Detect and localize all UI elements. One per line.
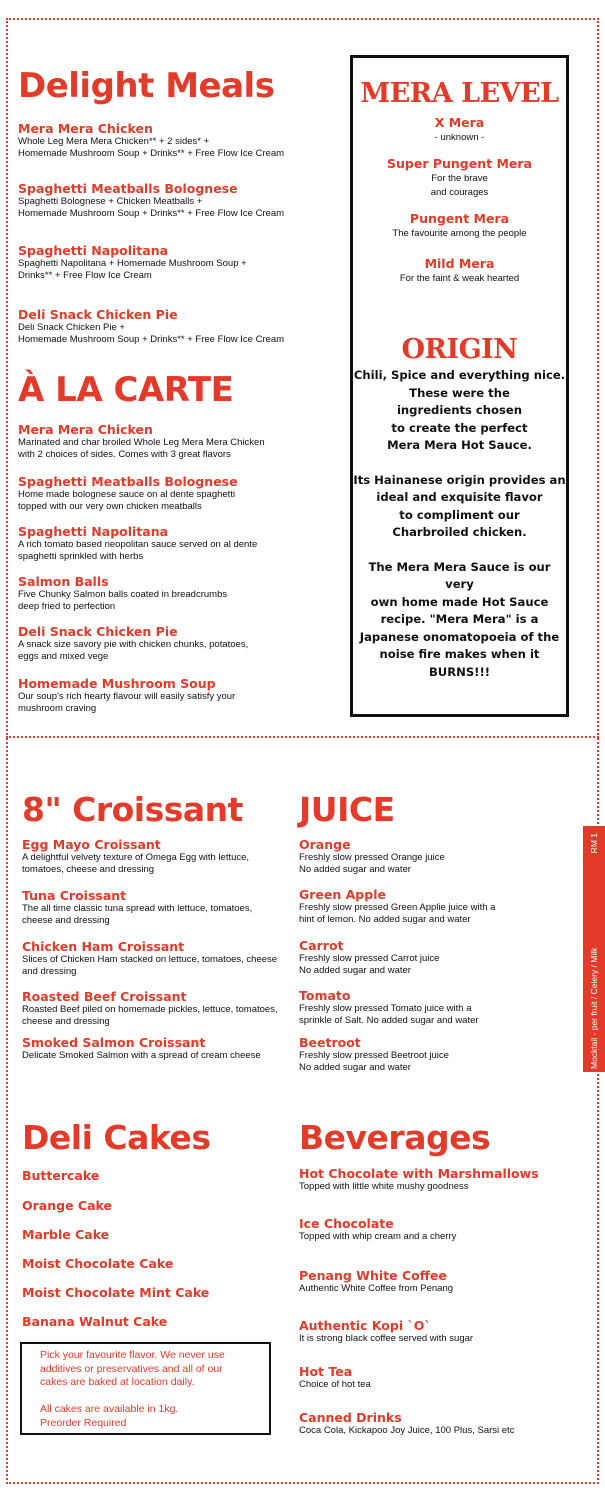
item-name: Spaghetti Meatballs Bolognese: [18, 181, 238, 196]
menu-item: [22, 888, 252, 927]
item-name: Chicken Ham Croissant: [22, 939, 185, 954]
item-desc: Deli Snack Chicken Pie + Homemade Mushroom Soup + Drinks** + Free Flow Ice Cream: [18, 322, 285, 345]
item-name: Authentic Kopi `O`: [299, 1318, 431, 1333]
item-name: Spaghetti Meatballs Bolognese: [18, 474, 238, 489]
item-name: Mera Mera Chicken: [18, 121, 153, 136]
menu-item: [22, 837, 249, 876]
item-name: Spaghetti Napolitana: [18, 243, 169, 258]
mocktail-side-tab: [583, 826, 605, 1072]
item-desc: Freshly slow pressed Tomato juice with a sprinkle of Salt. No added sugar and water: [299, 1003, 479, 1026]
item-name: Salmon Balls: [18, 574, 109, 589]
origin-title: ORIGIN: [401, 334, 518, 365]
cakes-note-box: Pick your favourite flavor. We never use additives or preservatives and all of our cakes are baked at location daily. All cakes are available in 1kg. Preorder Required: [20, 1342, 271, 1435]
origin-paragraph: Its Hainanese origin provides an ideal and exquisite flavor to compliment our Charbroiled chicken.: [353, 472, 566, 539]
menu-item: [299, 1166, 539, 1193]
menu-item: [299, 1035, 449, 1074]
level-name: X Mera: [434, 115, 485, 130]
level-desc: For the brave and courages: [430, 173, 489, 198]
item-desc: Choice of hot tea: [299, 1379, 371, 1390]
croissant-title: 8" Croissant: [22, 790, 243, 829]
cake-item: Banana Walnut Cake: [22, 1314, 168, 1329]
menu-item: [18, 676, 235, 715]
item-desc: Freshly slow pressed Green Applie juice with a hint of lemon. No added sugar and water: [299, 902, 496, 925]
item-name: Spaghetti Napolitana: [18, 524, 169, 539]
menu-item: [18, 422, 265, 461]
item-name: Beetroot: [299, 1035, 361, 1050]
level-name: Mild Mera: [424, 256, 495, 271]
mocktail-label: Mocktail - per fruit / Celery / Milk: [589, 947, 599, 1069]
item-desc: Our soup's rich hearty flavour will easily satisfy your mushroom craving: [18, 691, 236, 714]
item-name: Hot Tea: [299, 1364, 353, 1379]
item-name: Ice Chocolate: [299, 1216, 394, 1231]
origin-paragraph: The Mera Mera Sauce is our very own home made Hot Sauce recipe. "Mera Mera" is a Japanese onomatopoeia of the noise fire makes when it BURNS!!!: [359, 559, 560, 679]
item-desc: Five Chunky Salmon balls coated in breadcrumbs deep fried to perfection: [18, 589, 228, 612]
item-desc: Marinated and char broiled Whole Leg Mera Mera Chicken with 2 choices of sides. Comes with 3 great flavors: [18, 437, 265, 460]
menu-item: [18, 307, 284, 346]
menu-item: [22, 989, 278, 1028]
menu-item: [18, 181, 284, 220]
item-name: Canned Drinks: [299, 1410, 402, 1425]
level-name: Super Pungent Mera: [387, 156, 532, 171]
item-desc: Roasted Beef piled on homemade pickles, lettuce, tomatoes, cheese and dressing: [22, 1004, 278, 1027]
menu-item: [299, 1216, 456, 1243]
level-name: Pungent Mera: [409, 211, 510, 226]
menu-item: [22, 939, 277, 978]
item-desc: Slices of Chicken Ham stacked on lettuce, tomatoes, cheese and dressing: [22, 954, 278, 977]
menu-item: [299, 988, 479, 1027]
menu-item: [18, 243, 247, 282]
menu-item: [18, 574, 227, 613]
deli-cakes-title: Deli Cakes: [22, 1118, 211, 1157]
mocktail-tab-text: [589, 829, 599, 1069]
item-desc: Authentic White Coffee from Penang: [299, 1283, 454, 1294]
delight-meals-title: Delight Meals: [18, 66, 275, 106]
level-desc: The favourite among the people: [392, 228, 527, 239]
item-desc: A rich tomato based neopolitan sauce served on al dente spaghetti sprinkled with herbs: [18, 539, 258, 562]
item-name: Egg Mayo Croissant: [22, 837, 161, 852]
item-name: Carrot: [299, 938, 344, 953]
item-name: Green Apple: [299, 887, 386, 902]
item-desc: A snack size savory pie with chicken chunks, potatoes, eggs and mixed vege: [18, 639, 249, 662]
item-desc: A delightful velvety texture of Omega Egg with lettuce, tomatoes, cheese and dressing: [22, 852, 250, 875]
menu-item: [299, 1318, 473, 1345]
menu-item: [299, 938, 439, 977]
item-name: Hot Chocolate with Marshmallows: [299, 1166, 539, 1181]
item-desc: Delicate Smoked Salmon with a spread of cream cheese: [22, 1050, 261, 1061]
item-desc: Home made bolognese sauce on al dente spaghetti topped with our very own chicken meatballs: [18, 489, 236, 512]
menu-item: [22, 1035, 261, 1062]
level-entry: [353, 115, 566, 145]
menu-item: [18, 524, 257, 563]
item-desc: It is strong black coffee served with sugar: [299, 1333, 474, 1344]
item-name: Deli Snack Chicken Pie: [18, 307, 178, 322]
mera-level-title: MERA LEVEL: [360, 78, 559, 109]
level-entry: [353, 256, 566, 286]
item-desc: Freshly slow pressed Carrot juice No added sugar and water: [299, 953, 440, 976]
menu-item: [299, 1364, 371, 1391]
item-name: Deli Snack Chicken Pie: [18, 624, 178, 639]
cake-item: Orange Cake: [22, 1198, 112, 1213]
item-name: Smoked Salmon Croissant: [22, 1035, 206, 1050]
item-name: Homemade Mushroom Soup: [18, 676, 216, 691]
item-name: Orange: [299, 837, 351, 852]
item-desc: Freshly slow pressed Beetroot juice No added sugar and water: [299, 1050, 449, 1073]
item-name: Tomato: [299, 988, 351, 1003]
menu-item: [299, 1410, 514, 1437]
item-desc: The all time classic tuna spread with lettuce, tomatoes, cheese and dressing: [22, 903, 253, 926]
item-desc: Spaghetti Bolognese + Chicken Meatballs + Homemade Mushroom Soup + Drinks** + Free Flow Ice Cream: [18, 196, 285, 219]
menu-item: [18, 624, 248, 663]
juice-title: JUICE: [299, 790, 395, 829]
item-desc: Spaghetti Napolitana + Homemade Mushroom Soup + Drinks** + Free Flow Ice Cream: [18, 258, 247, 281]
cake-item: Moist Chocolate Cake: [22, 1256, 174, 1271]
beverages-title: Beverages: [299, 1118, 491, 1157]
mera-level-box: [350, 55, 569, 717]
menu-item: [299, 837, 445, 876]
mocktail-price: RM 1: [589, 833, 599, 854]
a-la-carte-title: À LA CARTE: [18, 370, 234, 410]
item-desc: Whole Leg Mera Mera Chicken** + 2 sides* + Homemade Mushroom Soup + Drinks** + Free Flow Ice Cream: [18, 136, 285, 159]
item-desc: Coca Cola, Kickapoo Joy Juice, 100 Plus, Sarsi etc: [299, 1425, 515, 1436]
origin-paragraph: Chili, Spice and everything nice. These were the ingredients chosen to create the perfect Mera Mera Hot Sauce.: [353, 368, 566, 452]
item-name: Mera Mera Chicken: [18, 422, 153, 437]
item-name: Penang White Coffee: [299, 1268, 447, 1283]
item-name: Roasted Beef Croissant: [22, 989, 187, 1004]
menu-item: [299, 1268, 453, 1295]
item-desc: Topped with whip cream and a cherry: [299, 1231, 457, 1242]
level-desc: - unknown -: [434, 132, 485, 143]
item-desc: Topped with little white mushy goodness: [299, 1181, 469, 1192]
item-name: Tuna Croissant: [22, 888, 127, 903]
menu-item: [18, 474, 238, 513]
level-entry: [353, 156, 566, 200]
level-entry: [353, 211, 566, 241]
cake-item: Buttercake: [22, 1168, 100, 1183]
menu-item: [18, 121, 284, 160]
level-desc: For the faint & weak hearted: [399, 273, 520, 284]
menu-item: [299, 887, 495, 926]
cake-item: Marble Cake: [22, 1227, 110, 1242]
cake-item: Moist Chocolate Mint Cake: [22, 1285, 210, 1300]
item-desc: Freshly slow pressed Orange juice No added sugar and water: [299, 852, 445, 875]
